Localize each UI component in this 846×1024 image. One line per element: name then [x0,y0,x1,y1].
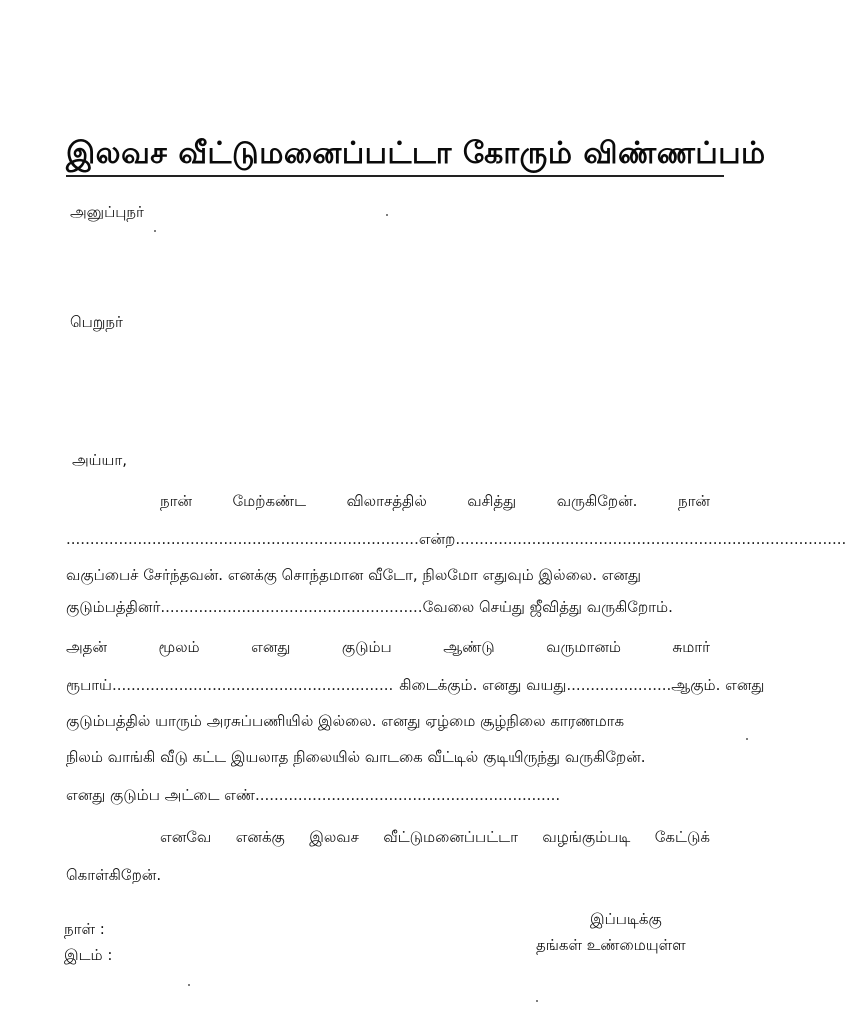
scan-speck [746,738,748,740]
place-label: இடம் : [64,946,113,964]
body-word: விலாசத்தில் [346,492,427,510]
body-word: அதன் [66,638,107,656]
body-word: வசித்து [467,492,517,510]
scan-speck [536,1000,538,1002]
body-word: எனவே [160,828,212,846]
body-line-5 [66,638,710,658]
body-line-9 [66,786,710,806]
body-word: மேற்கண்ட [232,492,307,510]
body-text: கொள்கிறேன். [66,866,162,884]
body-text: ரூபாய் [66,676,112,694]
ration-card-blank-dots: ................................................................ [254,786,561,804]
body-word: நான் [160,492,193,510]
body-text: கிடைக்கும். எனது வயது [399,676,567,694]
caste-blank-dots-2: .................................................................................. [455,530,846,548]
body-line-10 [66,828,710,848]
closing-line-2: தங்கள் உண்மையுள்ள [536,936,686,954]
body-line-8 [66,748,710,768]
body-text: குடும்பத்தினர் [66,598,161,616]
closing-line-1: இப்படிக்கு [590,910,662,928]
sender-label: அனுப்புநர் [70,203,144,221]
body-word: ஆண்டு [443,638,495,656]
caste-blank-dots: .......................................................................... [66,530,419,548]
body-line-4 [66,598,710,618]
body-word: வருமானம் [546,638,621,656]
body-line-6 [66,676,765,696]
body-text: எனது குடும்ப அட்டை எண் [66,786,255,804]
receiver-label: பெறுநர் [70,313,123,331]
occupation-blank-dots: ....................................................... [160,598,423,616]
body-line-3 [66,566,710,586]
date-label: நாள் : [64,920,105,938]
body-text: வேலை செய்து ஜீவித்து வருகிறோம். [422,598,673,616]
document-title: இலவச வீட்டுமனைப்பட்டா கோரும் விண்ணப்பம் [66,136,766,171]
body-word: கேட்டுக் [654,828,710,846]
body-word: எனது [251,638,291,656]
body-word: இலவச [309,828,359,846]
body-word: எனக்கு [235,828,285,846]
body-word: மூலம் [158,638,200,656]
body-word: வழங்கும்படி [542,828,631,846]
body-word: வருகிறேன். [556,492,638,510]
body-word: நான் [677,492,710,510]
scan-speck [188,984,190,986]
body-text: வகுப்பைச் சேர்ந்தவன். எனக்கு சொந்தமான வீடோ, நிலமோ எதுவும் இல்லை. எனது [66,566,642,584]
body-word: என்ற [418,530,456,548]
scan-speck [386,214,388,216]
body-word: குடும்ப [341,638,392,656]
title-underline [66,175,724,177]
body-word: வீட்டுமனைப்பட்டா [383,828,518,846]
body-text: நிலம் வாங்கி வீடு கட்ட இயலாத நிலையில் வாடகை வீட்டில் குடியிருந்து வருகிறேன். [66,748,646,766]
scan-speck [154,230,156,232]
body-line-1 [66,492,710,512]
body-line-7 [66,712,710,732]
body-line-2 [66,530,846,550]
age-blank-dots: ...................... [566,676,672,694]
body-text: ஆகும். எனது [671,676,765,694]
body-line-11 [66,866,710,886]
body-text: குடும்பத்தில் யாரும் அரசுப்பணியில் இல்லை. எனது ஏழ்மை சூழ்நிலை காரணமாக [66,712,625,730]
income-blank-dots: ........................................................... [111,676,394,694]
body-word: சுமார் [672,638,710,656]
salutation: அய்யா, [72,451,127,469]
